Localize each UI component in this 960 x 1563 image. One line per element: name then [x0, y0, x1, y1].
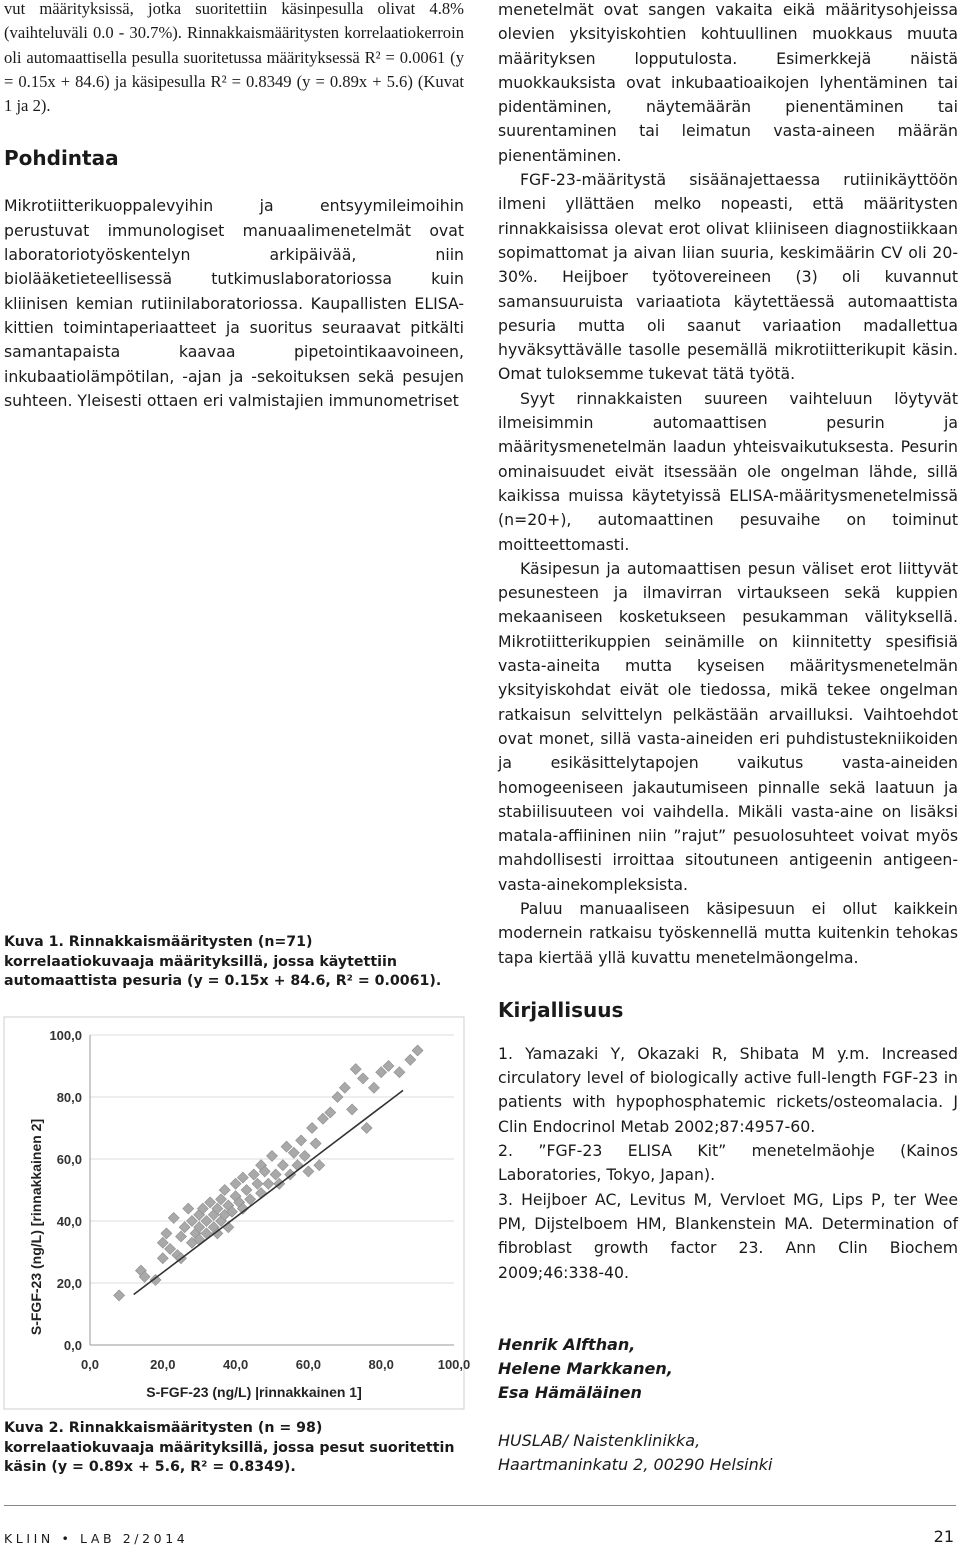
x-tick-label: 40,0: [222, 1357, 249, 1372]
y-tick-label: 100,0: [49, 1028, 82, 1043]
discussion-paragraph: Mikrotiitterikuoppalevyihin ja entsyymileimoihin perustuvat immunologiset manuaalimenetelmät ovat laboratoriotyöskentelyn arkipäivää, niin biolääketieteellisessä tutkimuslaboratoriossa kuin kliinisen kemian rutiinilaboratoriossa. Kaupallisten ELISA-kittien toimintaperiaatteet ja suoritus seuraavat pitkälti samantapaista kaavaa pipetointikaavoineen, inkubaatiolämpötilan, -ajan ja -sekoituksen sekä pesujen suhteen. Yleisesti ottaen eri valmistajien immunometriset: [4, 196, 464, 410]
right-paragraph-2: FGF-23-määritystä sisäänajettaessa rutiinikäyttöön ilmeni yllättäen melko nopeasti, että määritysten rinnakkaisissa olevat erot olivat kliiniseen diagnostiikkaan sopimattomat ja aivan liian suuria, keskimäärin CV oli 20-30%. Heijboer työtovereineen (3) oli kuvannut samansuuruista variaatiota käytettäessä automaattista pesuria mutta oli saanut variaation madallettua hyväksyttävälle tasolle pesemällä mikrotiitterikupit käsin. Omat tuloksemme tukevat tätä työtä.: [498, 170, 958, 384]
x-tick-label: 100,0: [437, 1357, 471, 1372]
journal-name: KLIIN • LAB 2/2014: [4, 1531, 189, 1546]
y-axis-label: S-FGF-23 (ng/L) [rinnakkainen 2]: [28, 1118, 44, 1336]
right-paragraph-5: Paluu manuaaliseen käsipesuun ei ollut kaikkein modernein ratkaisu työskennellä mutta kuitenkin tehokas tapa kiertää yllä kuvattu menetelmäongelma.: [498, 898, 958, 967]
left-column: [4, 0, 464, 413]
scatter-plot: [4, 1017, 471, 1409]
author-name: Helene Markkanen,: [498, 1358, 673, 1378]
x-tick-label: 0,0: [80, 1357, 100, 1372]
affiliation-line: HUSLAB/ Naistenklinikka,: [498, 1430, 701, 1450]
page-number: 21: [933, 1527, 954, 1546]
references-heading: Kirjallisuus: [498, 997, 624, 1022]
figure2-caption: Kuva 2. Rinnakkaismääritysten (n = 98) korrelaatiokuvaaja määrityksillä, jossa pesut suoritettin käsin (y = 0.89x + 5.6, R² = 0.8349).: [4, 1420, 455, 1475]
y-tick-label: 20,0: [56, 1276, 82, 1291]
figure2-chart: [4, 1017, 471, 1409]
affiliation-line: Haartmaninkatu 2, 00290 Helsinki: [498, 1454, 773, 1474]
reference-item: 1. Yamazaki Y, Okazaki R, Shibata M y.m. Increased circulatory level of biologically active full-length FGF-23 in patients with hypophosphatemic rickets/osteomalacia. J Clin Endocrinol Metab 2002;87:4957-60.: [498, 1043, 958, 1136]
y-tick-label: 80,0: [56, 1090, 82, 1105]
right-paragraph-1: menetelmät ovat sangen vakaita eikä määritysohjeissa olevien yksityiskohtien kohtuullinen muokkaus muuta määrityksen lopputulosta. Esimerkkejä näistä muokkauksista ovat inkubaatioaikojen lyhentäminen tai pidentäminen, näytemäärän pienentäminen tai suurentaminen tai leimatun vasta-aineen määrän pienentäminen.: [498, 0, 958, 165]
right-paragraph-4: Käsipesun ja automaattisen pesun väliset erot liittyvät pesunesteen ja ilmavirran virtaukseen sekä kuppien mekaaniseen kosketukseen pesukamman välityksellä. Mikrotiitterikuppien seinämille on kiinnitetty spesifisiä vasta-aineita mutta kyseisen määritysmenetelmän yksityiskohdat eivät ole tiedossa, mikä tekee ongelman ratkaisun selvittelyn pelkästään arvailluksi. Vaihtoehdot ovat monet, sillä vasta-aineiden eri puhdistustekniikoiden ja esikäsittelytapojen vaikutus vasta-aineiden homogeeniseen jakautumiseen pinnalle sekä laatuun ja stabiilisuuteen voi vaihdella. Mikäli vasta-aine on lisäksi matala-affiininen niin ”rajut” pesuolosuhteet voivat myös mahdollisesti irroittaa sitoutuneen antigeenin antigeen-vasta-ainekompleksista.: [498, 558, 958, 894]
discussion-heading: Pohdintaa: [4, 146, 119, 171]
right-column: [498, 0, 958, 1477]
y-tick-label: 0,0: [63, 1338, 82, 1353]
y-tick-label: 60,0: [56, 1152, 82, 1167]
footer-rule: [4, 1505, 956, 1506]
figure1-caption: Kuva 1. Rinnakkaismääritysten (n=71) korrelaatiokuvaaja määrityksillä, jossa käytettiin automaattista pesuria (y = 0.15x + 84.6, R² = 0.0061).: [4, 934, 442, 989]
y-tick-label: 40,0: [56, 1214, 82, 1229]
author-name: Henrik Alfthan,: [498, 1334, 636, 1354]
x-axis-label: S-FGF-23 (ng/L) |rinnakkainen 1]: [146, 1384, 362, 1400]
reference-item: 2. ”FGF-23 ELISA Kit” menetelmäohje (Kainos Laboratories, Tokyo, Japan).: [498, 1141, 958, 1185]
x-tick-label: 80,0: [368, 1357, 394, 1372]
author-name: Esa Hämäläinen: [498, 1382, 642, 1402]
reference-item: 3. Heijboer AC, Levitus M, Vervloet MG, Lips P, ter Wee PM, Dijstelboem HM, Blankenstein MA. Determination of fibroblast growth factor 23. Ann Clin Biochem 2009;46:338-40.: [498, 1189, 958, 1282]
intro-paragraph: vut määrityksissä, jotka suoritettiin käsinpesulla olivat 4.8% (vaihteluväli 0.0 - 30.7%). Rinnakkaismääritysten korrelaatiokerroin oli automaattisella pesulla suoritetussa määrityksessä R² = 0.0061 (y = 0.15x + 84.6) ja käsipesulla R² = 0.8349 (y = 0.89x + 5.6) (Kuvat 1 ja 2).: [4, 0, 464, 116]
references-list: [498, 1042, 958, 1285]
affiliation-block: [498, 1429, 958, 1477]
right-paragraph-3: Syyt rinnakkaisten suureen vaihteluun löytyvät ilmeisimmin automaattisen pesurin ja määritysmenetelmän laadun yhteisvaikutuksesta. Pesurin ominaisuudet eivät itsessään ole ongelman lähde, sillä kaikissa muissa käytetyissä ELISA-määritysmenetelmissä (n=20+), automaattinen pesuvaihe on toiminut moitteettomasti.: [498, 388, 958, 554]
x-tick-label: 20,0: [150, 1357, 176, 1372]
x-tick-label: 60,0: [295, 1357, 322, 1372]
authors-block: [498, 1333, 958, 1405]
